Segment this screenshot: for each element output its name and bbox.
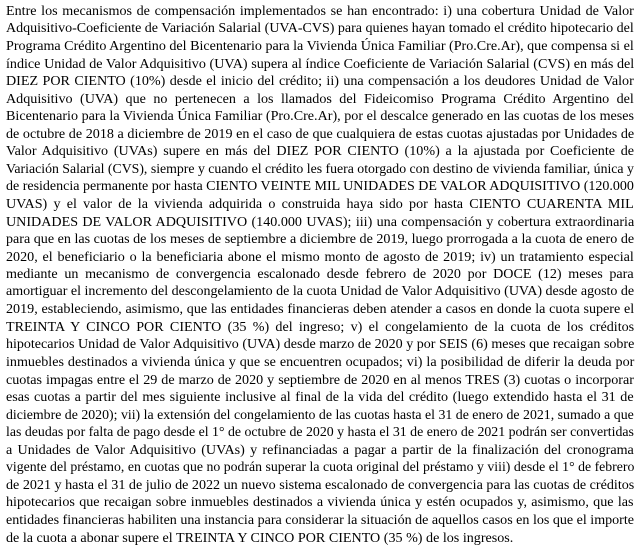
text-line: hipotecarios que recaigan sobre inmuebles destinados a vivienda única y estén ocupados y, asimismo, que las xyxy=(6,494,634,511)
text-line: a Unidades de Valor Adquisitivo (UVAs) y refinanciadas a pagar a partir de la finalización del cronograma xyxy=(6,441,634,458)
text-line: Entre los mecanismos de compensación implementados se han encontrado: i) una cobertura Unidad de Valor xyxy=(6,3,634,19)
text-line: TREINTA Y CINCO POR CIENTO (35 %) del ingreso; v) el congelamiento de la cuota de los créditos xyxy=(6,318,635,335)
text-line: Variación Salarial (CVS), siempre y cuando el crédito les fuera otorgado con destino de vivienda familiar, única y xyxy=(6,160,634,176)
text-line: Adquisitivo (UVA) que no pertenecen a los llamados del Fideicomiso Programa Crédito Argentino del xyxy=(6,90,634,107)
text-line: Adquisitivo-Coeficiente de Variación Salarial (UVA-CVS) para quienes hayan tomado el crédito hipotecario del xyxy=(6,20,634,36)
text-line: 2020, el beneficiario o la beneficiaria abone el mismo monto de agosto de 2019; iv) un tratamiento especial xyxy=(6,248,634,265)
text-line: de octubre de 2018 a diciembre de 2019 en el caso de que cualquiera de estas cuotas ajustadas por Unidades de xyxy=(6,125,635,142)
text-line: cuotas impagas entre el 29 de marzo de 2020 y septiembre de 2020 en al menos TRES (3) cuotas o incorporar xyxy=(6,371,634,388)
text-line: entidades financieras habiliten una instancia para considerar la situación de aquellos casos en los que el importe xyxy=(6,511,634,528)
text-line: hipotecarios Unidad de Valor Adquisitivo (UVA) desde marzo de 2020 y por SEIS (6) meses que recaigan sobre xyxy=(6,336,635,353)
text-line: las deudas por falta de pago desde el 1° de octubre de 2020 y hasta el 31 de enero de 2021 podrán ser convertidas xyxy=(6,424,634,440)
text-line: de residencia permanente por hasta CIENTO VEINTE MIL UNIDADES DE VALOR ADQUISITIVO (120.000 xyxy=(6,178,634,194)
text-line: esas cuotas a partir del mes siguiente inclusive al final de la vida del crédito (luego extendido hasta el 31 de xyxy=(6,389,634,406)
text-line: diciembre de 2020); vii) la extensión del congelamiento de las cuotas hasta el 31 de enero de 2021, sumado a que xyxy=(6,406,634,422)
text-line: vigente del préstamo, en cuotas que no podrán superar la cuota original del préstamo y viii) desde el 1° de febrero xyxy=(6,459,635,475)
text-line: índice Unidad de Valor Adquisitivo (UVA) supera al índice Coeficiente de Variación Salarial (CVS) en más del xyxy=(6,55,635,72)
text-line: UNIDADES DE VALOR ADQUISITIVO (140.000 UVAS); iii) una compensación y cobertura extraordinaria xyxy=(6,213,635,230)
text-line: 2019, estableciendo, asimismo, que las entidades financieras deben atender a casos en donde la cuota supere el xyxy=(6,301,635,318)
text-line: para que en las cuotas de los meses de septiembre a diciembre de 2019, luego prorrogada a la cuota de enero de xyxy=(6,231,635,248)
text-line: inmuebles destinados a vivienda única y que se encuentren ocupados; vi) la posibilidad de diferir la deuda por xyxy=(6,354,635,370)
text-line: Valor Adquisitivo (UVAs) supere en más del DIEZ POR CIENTO (10%) a la ajustada por Coeficiente de xyxy=(6,143,635,160)
text-line: amortiguar el incremento del descongelamiento de la cuota Unidad de Valor Adquisitivo (UVA) desde agosto de xyxy=(6,283,635,299)
text-line: Bicentenario para la Vivienda Única Familiar (Pro.Cre.Ar), por el descalce generado en las cuotas de los meses xyxy=(6,108,635,125)
text-line: de 2021 y hasta el 31 de julio de 2022 un nuevo sistema escalonado de convergencia para las cuotas de créditos xyxy=(6,476,635,493)
text-line: Programa Crédito Argentino del Bicentenario para la Vivienda Única Familiar (Pro.Cre.Ar), que compensa si el xyxy=(6,38,634,55)
text-line: DIEZ POR CIENTO (10%) desde el inicio del crédito; ii) una compensación a los deudores Unidad de Valor xyxy=(6,73,634,90)
text-line: de la cuota a abonar supere el TREINTA Y CINCO POR CIENTO (35 %) de los ingresos. xyxy=(6,529,514,546)
text-line: mediante un mecanismo de convergencia escalonado desde febrero de 2020 por DOCE (12) meses para xyxy=(6,266,634,283)
text-line: UVAS) y el valor de la vivienda adquirida o construida haya sido por hasta CIENTO CUARENTA MIL xyxy=(6,196,634,213)
